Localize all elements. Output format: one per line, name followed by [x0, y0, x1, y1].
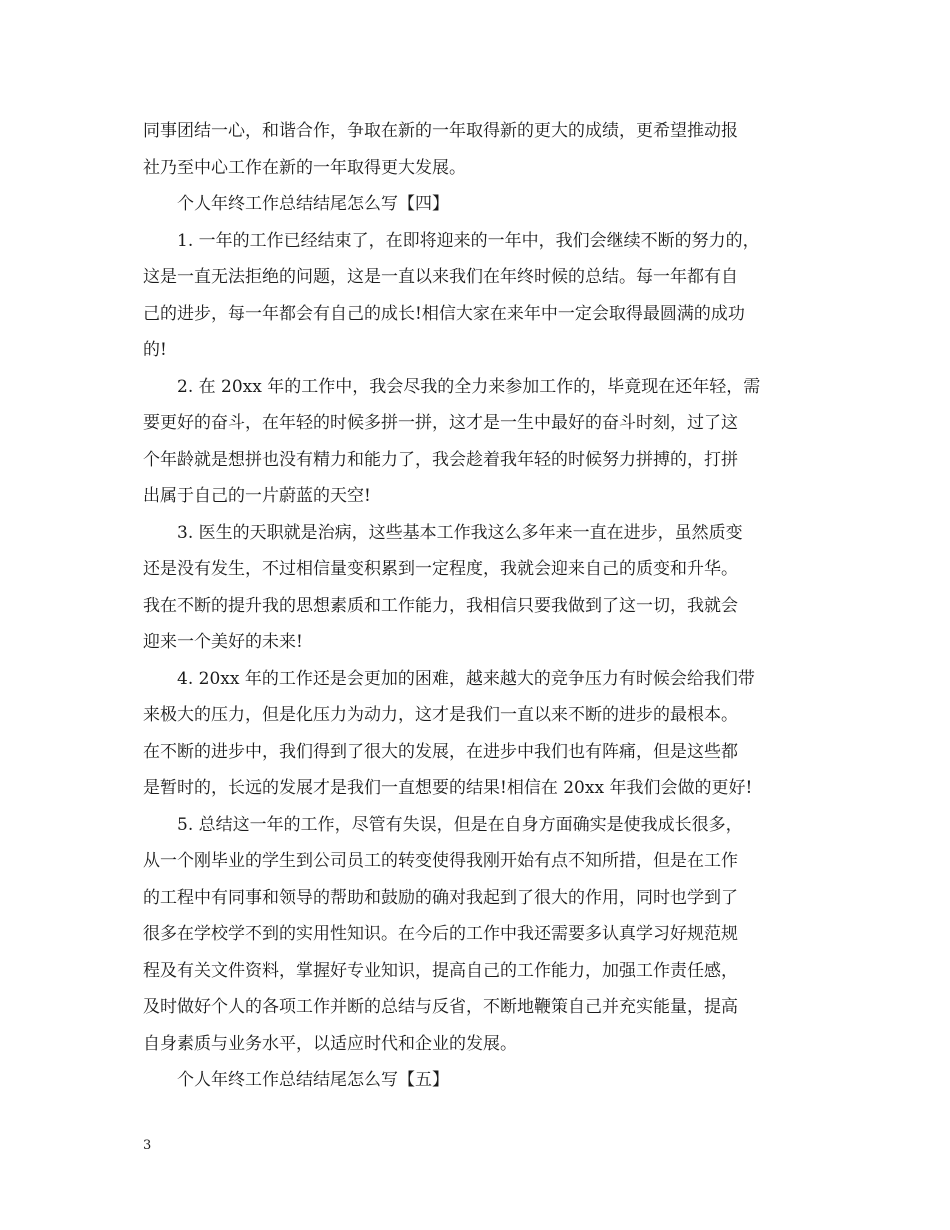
- text-line: 来极大的压力，但是化压力为动力，这才是我们一直以来不断的进步的最根本。: [143, 705, 738, 725]
- text-line: 的!: [143, 340, 167, 360]
- text-line: 很多在学校学不到的实用性知识。在今后的工作中我还需要多认真学习好规范规: [143, 924, 738, 944]
- text-line: 个人年终工作总结结尾怎么写【四】: [177, 194, 449, 214]
- text-line: 同事团结一心，和谐合作，争取在新的一年取得新的更大的成绩，更希望推动报: [143, 121, 738, 141]
- text-line: 1. 一年的工作已经结束了，在即将迎来的一年中，我们会继续不断的努力的，: [177, 230, 760, 251]
- text-line: 从一个刚毕业的学生到公司员工的转变使得我刚开始有点不知所措，但是在工作: [143, 851, 738, 871]
- text-line: 这是一直无法拒绝的问题，这是一直以来我们在年终时候的总结。每一年都有自: [143, 267, 738, 287]
- text-line: 5. 总结这一年的工作，尽管有失误，但是在自身方面确实是使我成长很多，: [177, 814, 743, 835]
- text-line: 3. 医生的天职就是治病，这些基本工作我这么多年来一直在进步，虽然质变: [177, 522, 743, 543]
- text-line: 自身素质与业务水平，以适应时代和企业的发展。: [143, 1033, 517, 1054]
- text-line: 个年龄就是想拼也没有精力和能力了，我会趁着我年轻的时候努力拼搏的，打拼: [143, 449, 738, 470]
- text-line: 程及有关文件资料，掌握好专业知识，提高自己的工作能力，加强工作责任感，: [143, 960, 738, 981]
- text-line: 及时做好个人的各项工作并断的总结与反省，不断地鞭策自己并充实能量，提高: [143, 997, 738, 1017]
- text-line: 迎来一个美好的未来!: [143, 632, 303, 652]
- page-number: 3: [143, 1138, 152, 1153]
- text-line: 己的进步，每一年都会有自己的成长!相信大家在来年中一定会取得最圆满的成功: [143, 303, 745, 324]
- text-line: 2. 在 20xx 年的工作中，我会尽我的全力来参加工作的，毕竟现在还年轻，需: [177, 376, 761, 397]
- text-line: 4. 20xx 年的工作还是会更加的困难，越来越大的竞争压力有时候会给我们带: [177, 668, 755, 689]
- text-line: 出属于自己的一片蔚蓝的天空!: [143, 486, 371, 506]
- text-line: 社乃至中心工作在新的一年取得更大发展。: [143, 157, 466, 178]
- text-line: 个人年终工作总结结尾怎么写【五】: [177, 1070, 449, 1090]
- text-line: 还是没有发生，不过相信量变积累到一定程度，我就会迎来自己的质变和升华。: [143, 559, 738, 579]
- document-body: [143, 113, 813, 1099]
- text-line: 的工程中有同事和领导的帮助和鼓励的确对我起到了很大的作用，同时也学到了: [143, 887, 738, 908]
- text-line: 在不断的进步中，我们得到了很大的发展，在进步中我们也有阵痛，但是这些都: [143, 741, 738, 762]
- text-line: 是暂时的，长远的发展才是我们一直想要的结果!相信在 20xx 年我们会做的更好!: [143, 778, 753, 798]
- text-line: 我在不断的提升我的思想素质和工作能力，我相信只要我做到了这一切，我就会: [143, 595, 738, 616]
- text-line: 要更好的奋斗，在年轻的时候多拼一拼，这才是一生中最好的奋斗时刻，过了这: [143, 413, 738, 433]
